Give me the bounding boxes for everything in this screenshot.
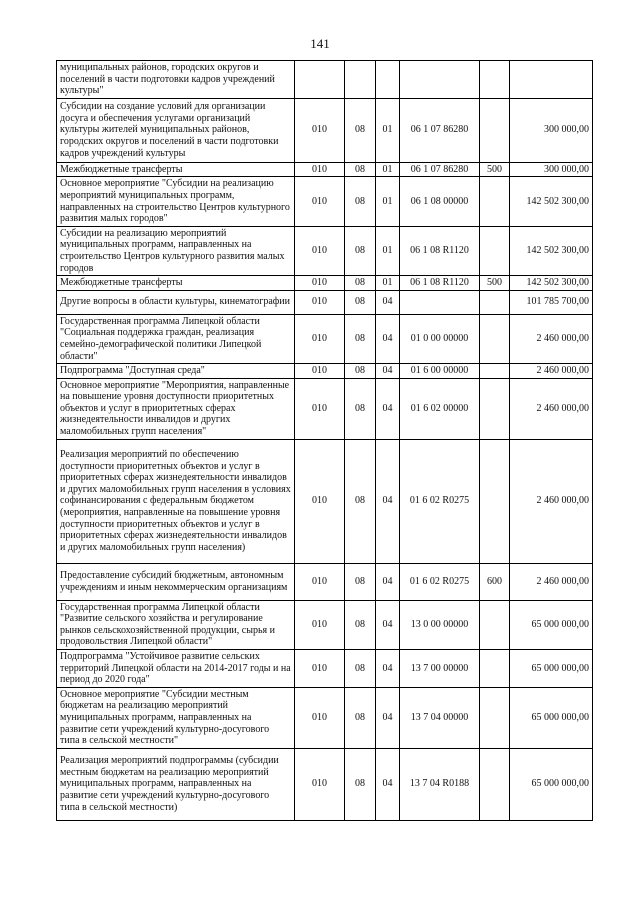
row-amount: 2 460 000,00 bbox=[510, 314, 593, 363]
row-section-code: 08 bbox=[345, 439, 376, 563]
row-subsection-code: 04 bbox=[376, 650, 400, 688]
row-subsection-code: 01 bbox=[376, 177, 400, 226]
row-amount bbox=[510, 61, 593, 99]
table-row bbox=[57, 177, 593, 226]
row-amount: 300 000,00 bbox=[510, 98, 593, 162]
row-ministry-code: 010 bbox=[295, 563, 345, 600]
row-subsection-code: 04 bbox=[376, 290, 400, 314]
row-ministry-code: 010 bbox=[295, 98, 345, 162]
row-target-article: 01 6 02 R0275 bbox=[400, 439, 480, 563]
row-ministry-code bbox=[295, 61, 345, 99]
row-section-code: 08 bbox=[345, 98, 376, 162]
table-row bbox=[57, 290, 593, 314]
row-expense-type bbox=[480, 314, 510, 363]
row-ministry-code: 010 bbox=[295, 748, 345, 820]
row-subsection-code: 04 bbox=[376, 687, 400, 748]
row-expense-type bbox=[480, 61, 510, 99]
row-section-code: 08 bbox=[345, 563, 376, 600]
row-target-article: 13 7 04 R0188 bbox=[400, 748, 480, 820]
row-amount: 65 000 000,00 bbox=[510, 600, 593, 649]
table-row bbox=[57, 314, 593, 363]
row-amount: 142 502 300,00 bbox=[510, 276, 593, 291]
table-row bbox=[57, 378, 593, 439]
row-target-article: 06 1 07 86280 bbox=[400, 162, 480, 177]
row-ministry-code: 010 bbox=[295, 177, 345, 226]
row-target-article: 01 6 02 00000 bbox=[400, 378, 480, 439]
row-expense-type bbox=[480, 98, 510, 162]
row-name: Реализация мероприятий по обеспечению доступности приоритетных объектов и услуг в приоритетных сферах жизнедеятельности инвалидов и других маломобильных групп населения в условиях софинансирования с федеральным бюджетом (мероприятия, направленные на повышение уровня доступности приоритетных объектов и услуг в приоритетных сферах жизнедеятельности инвалидов и других маломобильных групп населения) bbox=[57, 439, 295, 563]
table-row bbox=[57, 748, 593, 820]
row-name: Межбюджетные трансферты bbox=[57, 276, 295, 291]
table-row bbox=[57, 276, 593, 291]
row-target-article: 06 1 08 R1120 bbox=[400, 276, 480, 291]
row-expense-type bbox=[480, 364, 510, 379]
row-ministry-code: 010 bbox=[295, 162, 345, 177]
row-expense-type bbox=[480, 226, 510, 275]
row-subsection-code: 01 bbox=[376, 276, 400, 291]
row-name: Подпрограмма "Доступная среда" bbox=[57, 364, 295, 379]
row-target-article: 01 6 02 R0275 bbox=[400, 563, 480, 600]
budget-table bbox=[56, 60, 593, 821]
row-ministry-code: 010 bbox=[295, 439, 345, 563]
row-name: Реализация мероприятий подпрограммы (субсидии местным бюджетам на реализацию мероприятий муниципальных программ, направленных на развитие сети учреждений культурно-досугового типа в сельской местности) bbox=[57, 748, 295, 820]
row-section-code: 08 bbox=[345, 290, 376, 314]
row-target-article bbox=[400, 61, 480, 99]
row-subsection-code: 04 bbox=[376, 378, 400, 439]
row-target-article: 13 7 00 00000 bbox=[400, 650, 480, 688]
row-subsection-code: 04 bbox=[376, 364, 400, 379]
row-section-code bbox=[345, 61, 376, 99]
row-ministry-code: 010 bbox=[295, 276, 345, 291]
row-subsection-code: 04 bbox=[376, 748, 400, 820]
row-section-code: 08 bbox=[345, 177, 376, 226]
row-ministry-code: 010 bbox=[295, 314, 345, 363]
table-row bbox=[57, 162, 593, 177]
table-row bbox=[57, 687, 593, 748]
row-amount: 65 000 000,00 bbox=[510, 687, 593, 748]
row-ministry-code: 010 bbox=[295, 600, 345, 649]
row-expense-type: 500 bbox=[480, 276, 510, 291]
row-section-code: 08 bbox=[345, 162, 376, 177]
row-ministry-code: 010 bbox=[295, 290, 345, 314]
row-amount: 300 000,00 bbox=[510, 162, 593, 177]
row-name: Подпрограмма "Устойчивое развитие сельских территорий Липецкой области на 2014-2017 годы и на период до 2020 года" bbox=[57, 650, 295, 688]
table-row bbox=[57, 563, 593, 600]
page-number: 141 bbox=[310, 36, 330, 51]
row-expense-type bbox=[480, 439, 510, 563]
row-section-code: 08 bbox=[345, 600, 376, 649]
row-amount: 2 460 000,00 bbox=[510, 378, 593, 439]
table-body bbox=[57, 61, 593, 821]
row-expense-type bbox=[480, 290, 510, 314]
row-section-code: 08 bbox=[345, 378, 376, 439]
row-name: Субсидии на реализацию мероприятий муниципальных программ, направленных на строительство Центров культурного развития малых городов bbox=[57, 226, 295, 275]
row-subsection-code: 04 bbox=[376, 439, 400, 563]
row-section-code: 08 bbox=[345, 364, 376, 379]
row-target-article: 13 0 00 00000 bbox=[400, 600, 480, 649]
row-section-code: 08 bbox=[345, 276, 376, 291]
row-name: Государственная программа Липецкой области "Социальная поддержка граждан, реализация семейно-демографической политики Липецкой области" bbox=[57, 314, 295, 363]
row-expense-type: 500 bbox=[480, 162, 510, 177]
row-amount: 2 460 000,00 bbox=[510, 439, 593, 563]
row-subsection-code: 01 bbox=[376, 162, 400, 177]
row-target-article: 01 0 00 00000 bbox=[400, 314, 480, 363]
row-expense-type bbox=[480, 650, 510, 688]
row-name: Основное мероприятие "Субсидии местным бюджетам на реализацию мероприятий муниципальных программ, направленных на развитие сети учреждений культурно-досугового типа в сельской местности" bbox=[57, 687, 295, 748]
row-name: Основное мероприятие "Субсидии на реализацию мероприятий муниципальных программ, направленных на строительство Центров культурного развития малых городов" bbox=[57, 177, 295, 226]
row-name: Межбюджетные трансферты bbox=[57, 162, 295, 177]
row-section-code: 08 bbox=[345, 687, 376, 748]
row-ministry-code: 010 bbox=[295, 364, 345, 379]
row-subsection-code: 04 bbox=[376, 600, 400, 649]
row-name: Основное мероприятие "Мероприятия, направленные на повышение уровня доступности приоритетных объектов и услуг в приоритетных сферах жизнедеятельности инвалидов и других маломобильных групп населения" bbox=[57, 378, 295, 439]
row-amount: 2 460 000,00 bbox=[510, 563, 593, 600]
row-expense-type bbox=[480, 687, 510, 748]
row-section-code: 08 bbox=[345, 226, 376, 275]
row-amount: 101 785 700,00 bbox=[510, 290, 593, 314]
row-ministry-code: 010 bbox=[295, 226, 345, 275]
row-target-article: 13 7 04 00000 bbox=[400, 687, 480, 748]
row-expense-type bbox=[480, 748, 510, 820]
row-expense-type bbox=[480, 177, 510, 226]
row-name: Субсидии на создание условий для организации досуга и обеспечения услугами организаций культуры жителей муниципальных районов, городских округов и поселений в части подготовки кадров учреждений культуры bbox=[57, 98, 295, 162]
row-target-article: 06 1 07 86280 bbox=[400, 98, 480, 162]
row-section-code: 08 bbox=[345, 748, 376, 820]
row-ministry-code: 010 bbox=[295, 687, 345, 748]
row-amount: 2 460 000,00 bbox=[510, 364, 593, 379]
table-row bbox=[57, 600, 593, 649]
row-subsection-code: 01 bbox=[376, 226, 400, 275]
row-subsection-code bbox=[376, 61, 400, 99]
table-row bbox=[57, 61, 593, 99]
row-name: Государственная программа Липецкой области "Развитие сельского хозяйства и регулирование рынков сельскохозяйственной продукции, сырья и продовольствия Липецкой области" bbox=[57, 600, 295, 649]
row-amount: 65 000 000,00 bbox=[510, 748, 593, 820]
row-target-article: 01 6 00 00000 bbox=[400, 364, 480, 379]
row-name: Другие вопросы в области культуры, кинематографии bbox=[57, 290, 295, 314]
row-name: Предоставление субсидий бюджетным, автономным учреждениям и иным некоммерческим организациям bbox=[57, 563, 295, 600]
row-target-article bbox=[400, 290, 480, 314]
row-target-article: 06 1 08 00000 bbox=[400, 177, 480, 226]
table-row bbox=[57, 439, 593, 563]
table-row bbox=[57, 364, 593, 379]
row-subsection-code: 04 bbox=[376, 563, 400, 600]
row-subsection-code: 01 bbox=[376, 98, 400, 162]
row-amount: 142 502 300,00 bbox=[510, 177, 593, 226]
row-amount: 65 000 000,00 bbox=[510, 650, 593, 688]
row-target-article: 06 1 08 R1120 bbox=[400, 226, 480, 275]
table-row bbox=[57, 650, 593, 688]
row-section-code: 08 bbox=[345, 314, 376, 363]
row-subsection-code: 04 bbox=[376, 314, 400, 363]
row-expense-type bbox=[480, 378, 510, 439]
row-name: муниципальных районов, городских округов и поселений в части подготовки кадров учреждений культуры" bbox=[57, 61, 295, 99]
row-expense-type: 600 bbox=[480, 563, 510, 600]
row-ministry-code: 010 bbox=[295, 650, 345, 688]
table-row bbox=[57, 98, 593, 162]
row-ministry-code: 010 bbox=[295, 378, 345, 439]
row-expense-type bbox=[480, 600, 510, 649]
row-amount: 142 502 300,00 bbox=[510, 226, 593, 275]
table-row bbox=[57, 226, 593, 275]
row-section-code: 08 bbox=[345, 650, 376, 688]
